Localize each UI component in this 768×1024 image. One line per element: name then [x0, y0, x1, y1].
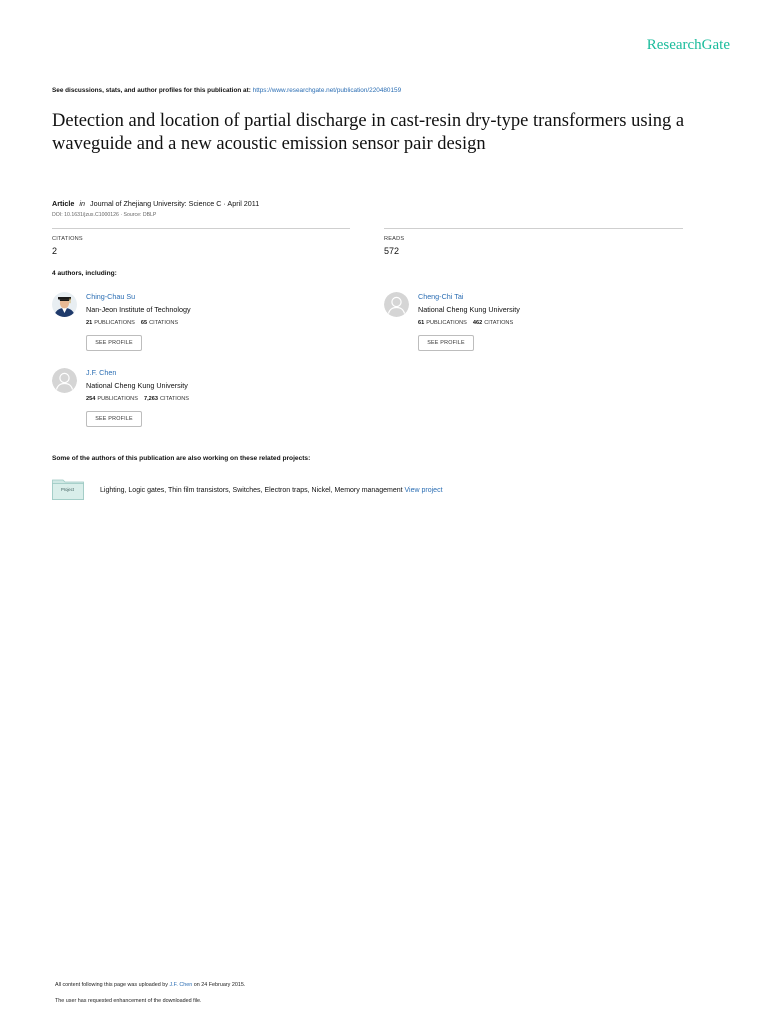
author-institution: National Cheng Kung University	[86, 381, 188, 390]
see-profile-button[interactable]: SEE PROFILE	[86, 411, 142, 427]
author-card	[52, 292, 352, 362]
citations-label: CITATIONS	[484, 320, 514, 326]
citations-count: 65	[140, 320, 148, 326]
upload-suffix: on 24 February 2015.	[193, 982, 246, 988]
discussion-line	[52, 87, 401, 94]
author-photo-avatar[interactable]	[52, 292, 77, 317]
publications-count: 61	[418, 320, 425, 326]
reads-label: READS	[384, 236, 405, 242]
publications-label: PUBLICATIONS	[94, 320, 135, 326]
see-profile-button[interactable]: SEE PROFILE	[418, 335, 474, 351]
journal-name[interactable]: Journal of Zhejiang University: Science C · April 2011	[89, 199, 260, 208]
default-avatar-icon[interactable]	[52, 368, 77, 393]
citations-count: 462	[472, 320, 483, 326]
publication-meta	[52, 199, 259, 208]
in-label: in	[79, 199, 85, 208]
see-profile-button[interactable]: SEE PROFILE	[86, 335, 142, 351]
project-badge: Project	[60, 487, 75, 492]
author-institution: Nan-Jeon Institute of Technology	[86, 305, 191, 314]
publications-count: 21	[86, 320, 93, 326]
publications-label: PUBLICATIONS	[426, 320, 467, 326]
publication-title: Detection and location of partial discharge in cast-resin dry-type transformers using a waveguide and a new acoustic emission sensor pair design	[52, 111, 685, 154]
author-name-link[interactable]: J.F. Chen	[86, 368, 117, 377]
authors-heading: 4 authors, including:	[52, 270, 117, 277]
author-stats	[418, 320, 513, 326]
project-description	[100, 487, 443, 494]
uploader-link[interactable]: J.F. Chen	[169, 982, 193, 988]
publications-label: PUBLICATIONS	[97, 396, 138, 402]
related-project-row	[52, 478, 692, 502]
publications-count: 254	[86, 396, 96, 402]
author-card	[384, 292, 684, 362]
citations-label: CITATIONS	[159, 396, 189, 402]
enhancement-note: The user has requested enhancement of the downloaded file.	[55, 998, 202, 1004]
upload-prefix: All content following this page was uploaded by	[55, 982, 168, 988]
citations-count: 7,263	[143, 396, 158, 402]
doi-source: DOI: 10.1631/jzus.C1000126 · Source: DBLP	[52, 212, 157, 218]
author-card	[52, 368, 352, 438]
upload-note	[55, 982, 245, 988]
default-avatar-icon[interactable]	[384, 292, 409, 317]
author-stats	[86, 320, 178, 326]
citations-label: CITATIONS	[52, 236, 83, 242]
author-name-link[interactable]: Ching-Chau Su	[86, 292, 136, 301]
project-topics: Lighting, Logic gates, Thin film transistors, Switches, Electron traps, Nickel, Memory management	[100, 487, 403, 494]
researchgate-logo[interactable]: ResearchGate	[646, 37, 730, 53]
citations-count: 2	[52, 246, 58, 256]
stats-divider-right	[384, 228, 683, 229]
citations-label: CITATIONS	[149, 320, 179, 326]
project-folder-icon	[52, 478, 84, 500]
related-projects-heading: Some of the authors of this publication are also working on these related projects:	[52, 455, 311, 462]
author-institution: National Cheng Kung University	[418, 305, 520, 314]
article-type: Article	[52, 199, 75, 208]
reads-count: 572	[384, 246, 400, 256]
author-stats	[86, 396, 189, 402]
author-name-link[interactable]: Cheng-Chi Tai	[418, 292, 464, 301]
stats-divider-left	[52, 228, 350, 229]
discussion-prefix: See discussions, stats, and author profiles for this publication at:	[52, 87, 251, 94]
view-project-link[interactable]: View project	[404, 487, 443, 494]
publication-url-link[interactable]: https://www.researchgate.net/publication/220480159	[252, 87, 402, 94]
